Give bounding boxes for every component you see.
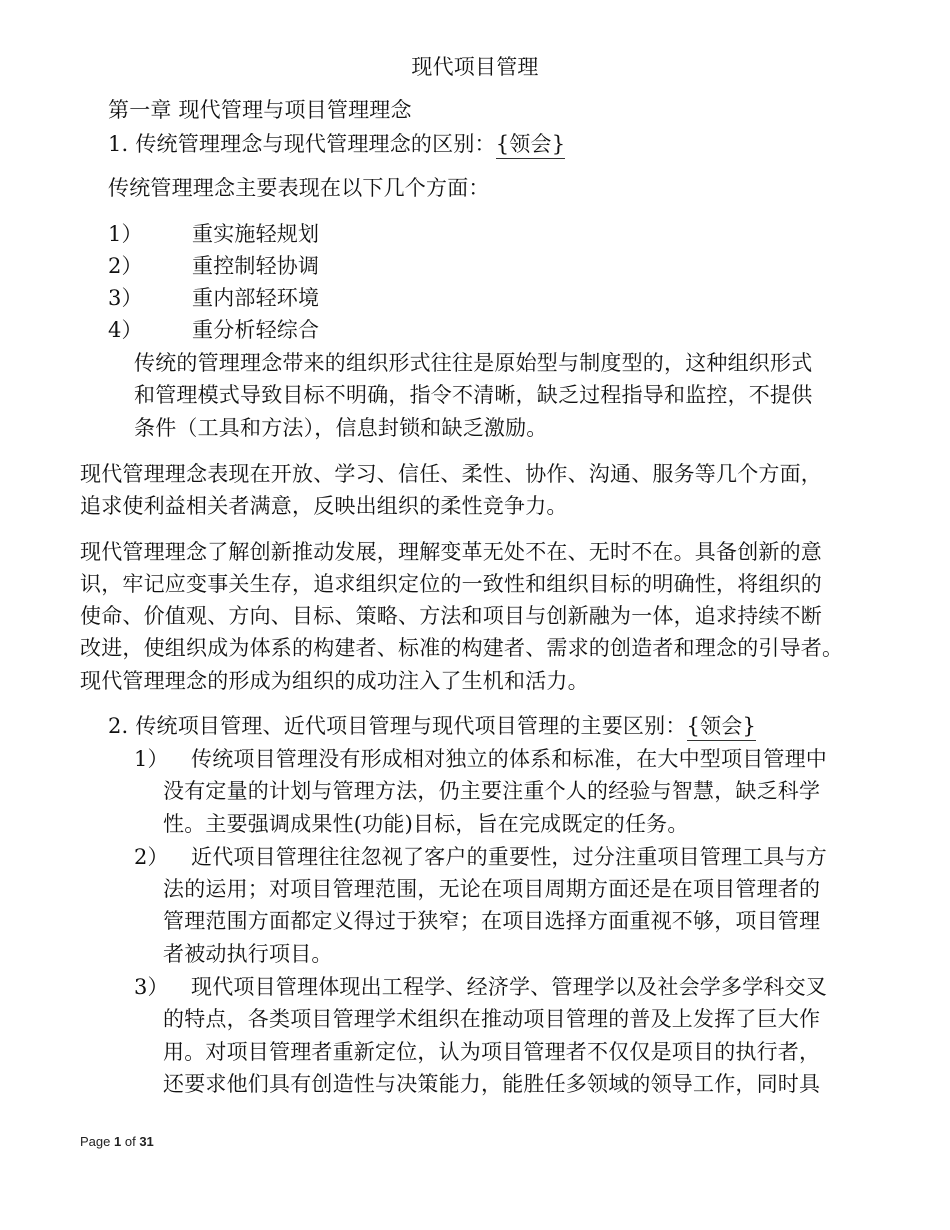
- modern-paragraph-2-line: 识，牢记应变事关生存，追求组织定位的一致性和组织目标的明确性，将组织的: [80, 572, 822, 596]
- question-2-number: 2.: [108, 714, 129, 738]
- question-1-tag: {领会}: [496, 131, 566, 159]
- traditional-desc-line: 传统的管理理念带来的组织形式往往是原始型与制度型的，这种组织形式: [134, 351, 813, 375]
- traditional-desc-line: 条件（工具和方法），信息封锁和缺乏激励。: [134, 416, 548, 440]
- list-item-number: 1）: [134, 747, 169, 771]
- list-item-text: 现代项目管理体现出工程学、经济学、管理学以及社会学多学科交叉: [191, 975, 827, 999]
- q2-item-3-line: 用。对项目管理者重新定位，认为项目管理者不仅仅是项目的执行者，: [163, 1040, 821, 1064]
- modern-paragraph-1-line: 现代管理理念表现在开放、学习、信任、柔性、协作、沟通、服务等几个方面，: [80, 462, 822, 486]
- list-item-text: 重实施轻规划: [192, 222, 320, 246]
- q2-item-2-line: 管理范围方面都定义得过于狭窄；在项目选择方面重视不够，项目管理: [163, 909, 821, 933]
- q2-item-3-first-line: [134, 972, 827, 1002]
- chapter-heading: 第一章 现代管理与项目管理理念: [108, 98, 412, 122]
- question-2-tag: {领会}: [687, 713, 757, 741]
- question-2: [108, 711, 756, 741]
- list-item-text: 传统项目管理没有形成相对独立的体系和标准，在大中型项目管理中: [191, 747, 827, 771]
- list-item-number: 1）: [108, 222, 143, 246]
- list-item-text: 近代项目管理往往忽视了客户的重要性，过分注重项目管理工具与方: [191, 845, 827, 869]
- page-footer: [80, 1133, 154, 1151]
- list-item-text: 重分析轻综合: [192, 318, 320, 342]
- modern-paragraph-2-line: 改进，使组织成为体系的构建者、标准的构建者、需求的创造者和理念的引导者。: [80, 636, 844, 660]
- list-item-number: 2）: [134, 845, 169, 869]
- modern-paragraph-2-line: 使命、价值观、方向、目标、策略、方法和项目与创新融为一体，追求持续不断: [80, 604, 822, 628]
- q2-item-2-line: 者被动执行项目。: [163, 942, 333, 966]
- list-item: [108, 219, 319, 249]
- q2-item-1-first-line: [134, 744, 827, 774]
- list-item-text: 重控制轻协调: [192, 254, 320, 278]
- footer-page-label: Page: [80, 1134, 111, 1149]
- question-1: [108, 129, 565, 159]
- q2-item-3-line: 的特点，各类项目管理学术组织在推动项目管理的普及上发挥了巨大作: [163, 1007, 821, 1031]
- q2-item-1-line: 没有定量的计划与管理方法，仍主要注重个人的经验与智慧，缺乏科学: [163, 779, 821, 803]
- modern-paragraph-2-line: 现代管理理念了解创新推动发展，理解变革无处不在、无时不在。具备创新的意: [80, 540, 822, 564]
- footer-page-number: 1: [114, 1134, 122, 1149]
- traditional-intro: 传统管理理念主要表现在以下几个方面：: [108, 176, 490, 200]
- list-item-number: 4）: [108, 318, 143, 342]
- modern-paragraph-2-line: 现代管理理念的形成为组织的成功注入了生机和活力。: [80, 669, 589, 693]
- list-item-number: 3）: [108, 286, 143, 310]
- question-1-text: 传统管理理念与现代管理理念的区别：: [135, 132, 496, 156]
- list-item-number: 2）: [108, 254, 143, 278]
- page-title: 现代项目管理: [411, 55, 539, 79]
- footer-page-total: 31: [139, 1134, 154, 1149]
- list-item-text: 重内部轻环境: [192, 286, 320, 310]
- traditional-desc-line: 和管理模式导致目标不明确，指令不清晰，缺乏过程指导和监控，不提供: [134, 383, 813, 407]
- q2-item-3-line: 还要求他们具有创造性与决策能力，能胜任多领域的领导工作，同时具: [163, 1072, 821, 1096]
- modern-paragraph-1-line: 追求使利益相关者满意，反映出组织的柔性竞争力。: [80, 494, 568, 518]
- list-item-number: 3）: [134, 975, 169, 999]
- question-1-number: 1.: [108, 132, 129, 156]
- q2-item-2-first-line: [134, 842, 827, 872]
- list-item: [108, 251, 319, 281]
- list-item: [108, 315, 319, 345]
- q2-item-2-line: 法的运用；对项目管理范围，无论在项目周期方面还是在项目管理者的: [163, 877, 821, 901]
- list-item: [108, 283, 319, 313]
- q2-item-1-line: 性。主要强调成果性(功能)目标，旨在完成既定的任务。: [163, 812, 689, 836]
- question-2-text: 传统项目管理、近代项目管理与现代项目管理的主要区别：: [135, 714, 687, 738]
- footer-of-label: of: [124, 1134, 136, 1149]
